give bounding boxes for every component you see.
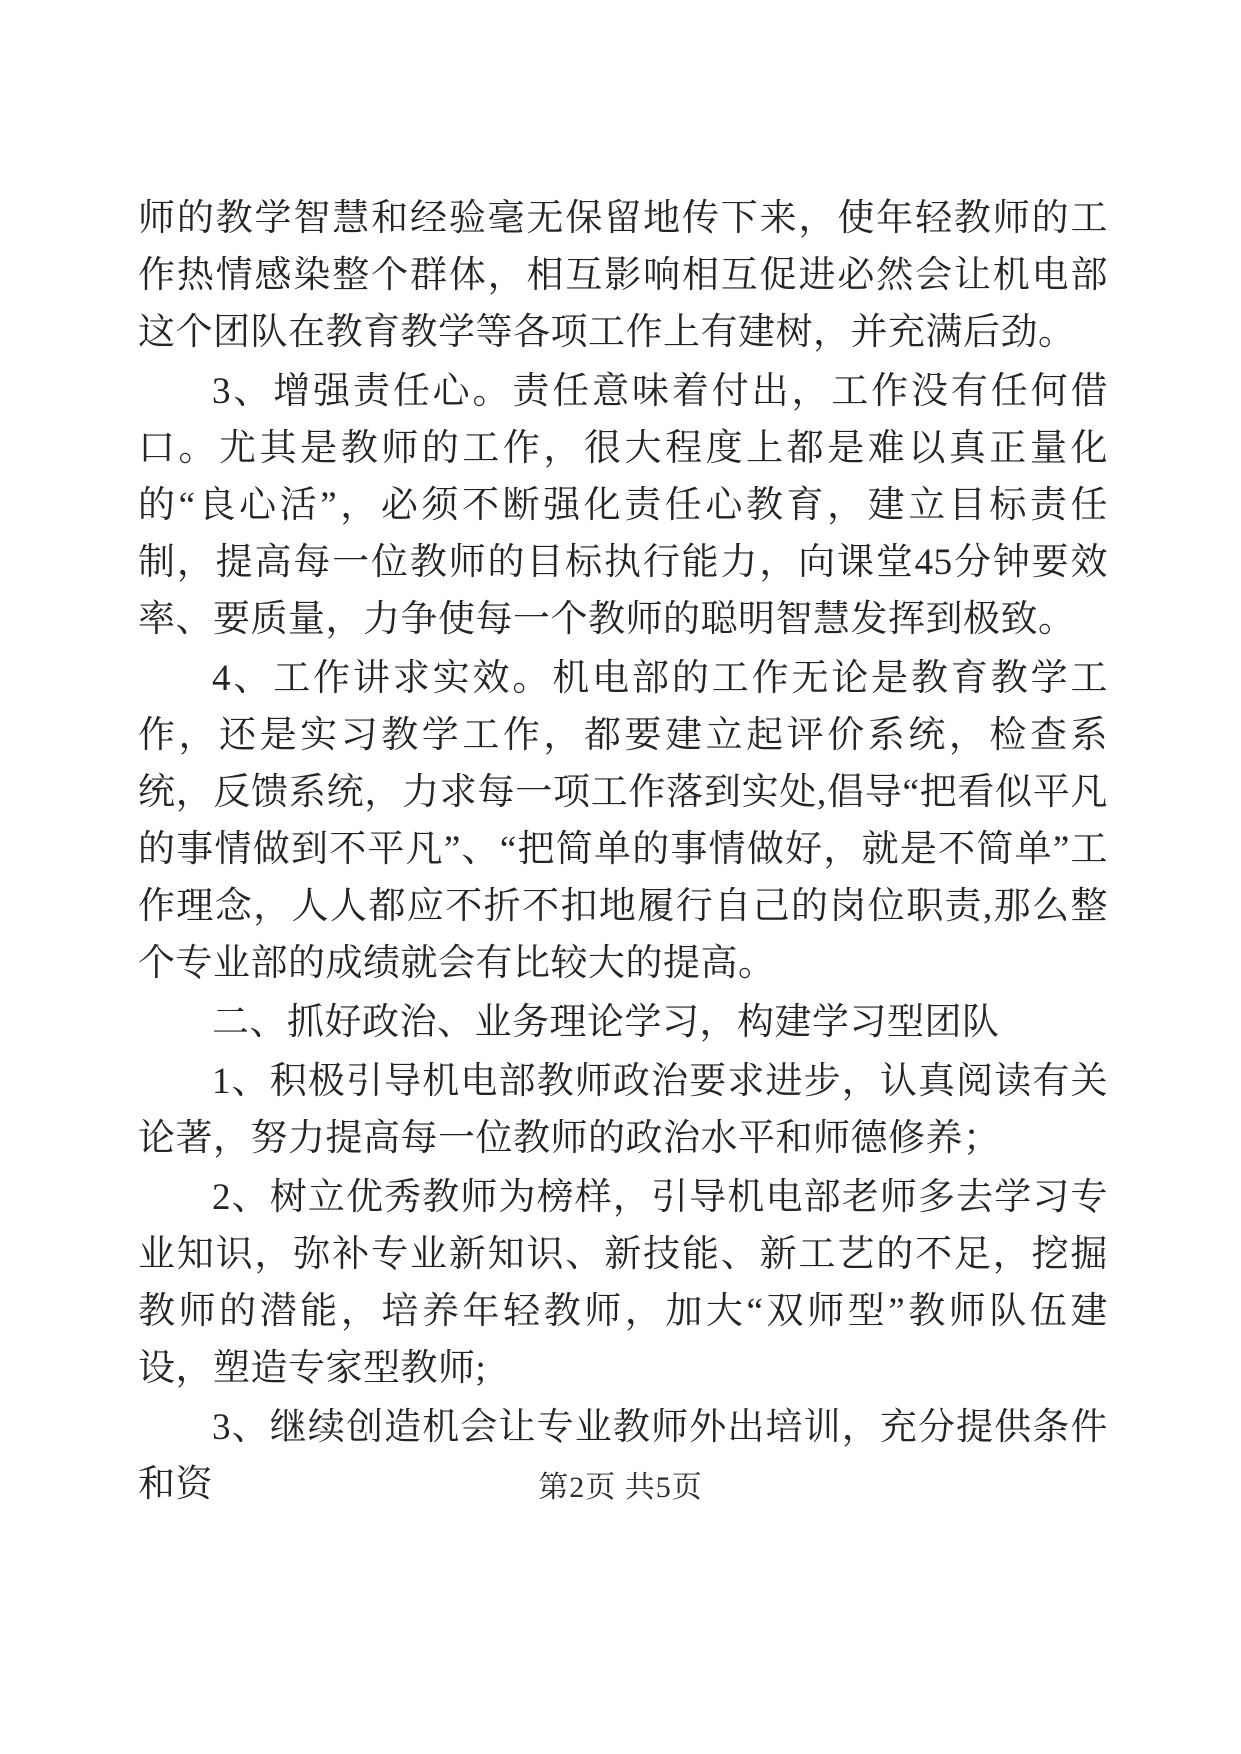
paragraph: 3、增强责任心。责任意味着付出，工作没有任何借口。尤其是教师的工作，很大程度上都是难以真正量化的“良心活”，必须不断强化责任心教育，建立目标责任制，提高每一位教师的目标执行能力，向课堂45分钟要效率、要质量，力争使每一个教师的聪明智慧发挥到极致。: [138, 371, 1108, 640]
page-footer: 第2页 共5页: [538, 1471, 703, 1504]
document-body: [138, 190, 1108, 1515]
paragraph: 师的教学智慧和经验毫无保留地传下来，使年轻教师的工作热情感染整个群体，相互影响相互促进必然会让机电部这个团队在教育教学等各项工作上有建树，并充满后劲。: [138, 198, 1108, 353]
paragraph: 1、积极引导机电部教师政治要求进步，认真阅读有关论著，努力提高每一位教师的政治水平和师德修养；: [138, 1061, 1108, 1159]
section-heading: 二、抓好政治、业务理论学习，构建学习型团队: [212, 1002, 1000, 1043]
paragraph: 3、继续创造机会让专业教师外出培训，充分提供条件和资: [138, 1407, 1108, 1505]
paragraph: 4、工作讲求实效。机电部的工作无论是教育教学工作，还是实习教学工作，都要建立起评价系统，检查系统，反馈系统，力求每一项工作落到实处,倡导“把看似平凡的事情做到不平凡”、“把简单的事情做好，就是不简单”工作理念，人人都应不折不扣地履行自己的岗位职责,那么整个专业部的成绩就会有比较大的提高。: [138, 658, 1108, 984]
paragraph: 2、树立优秀教师为榜样，引导机电部老师多去学习专业知识，弥补专业新知识、新技能、新工艺的不足，挖掘教师的潜能，培养年轻教师，加大“双师型”教师队伍建设，塑造专家型教师;: [138, 1177, 1108, 1389]
